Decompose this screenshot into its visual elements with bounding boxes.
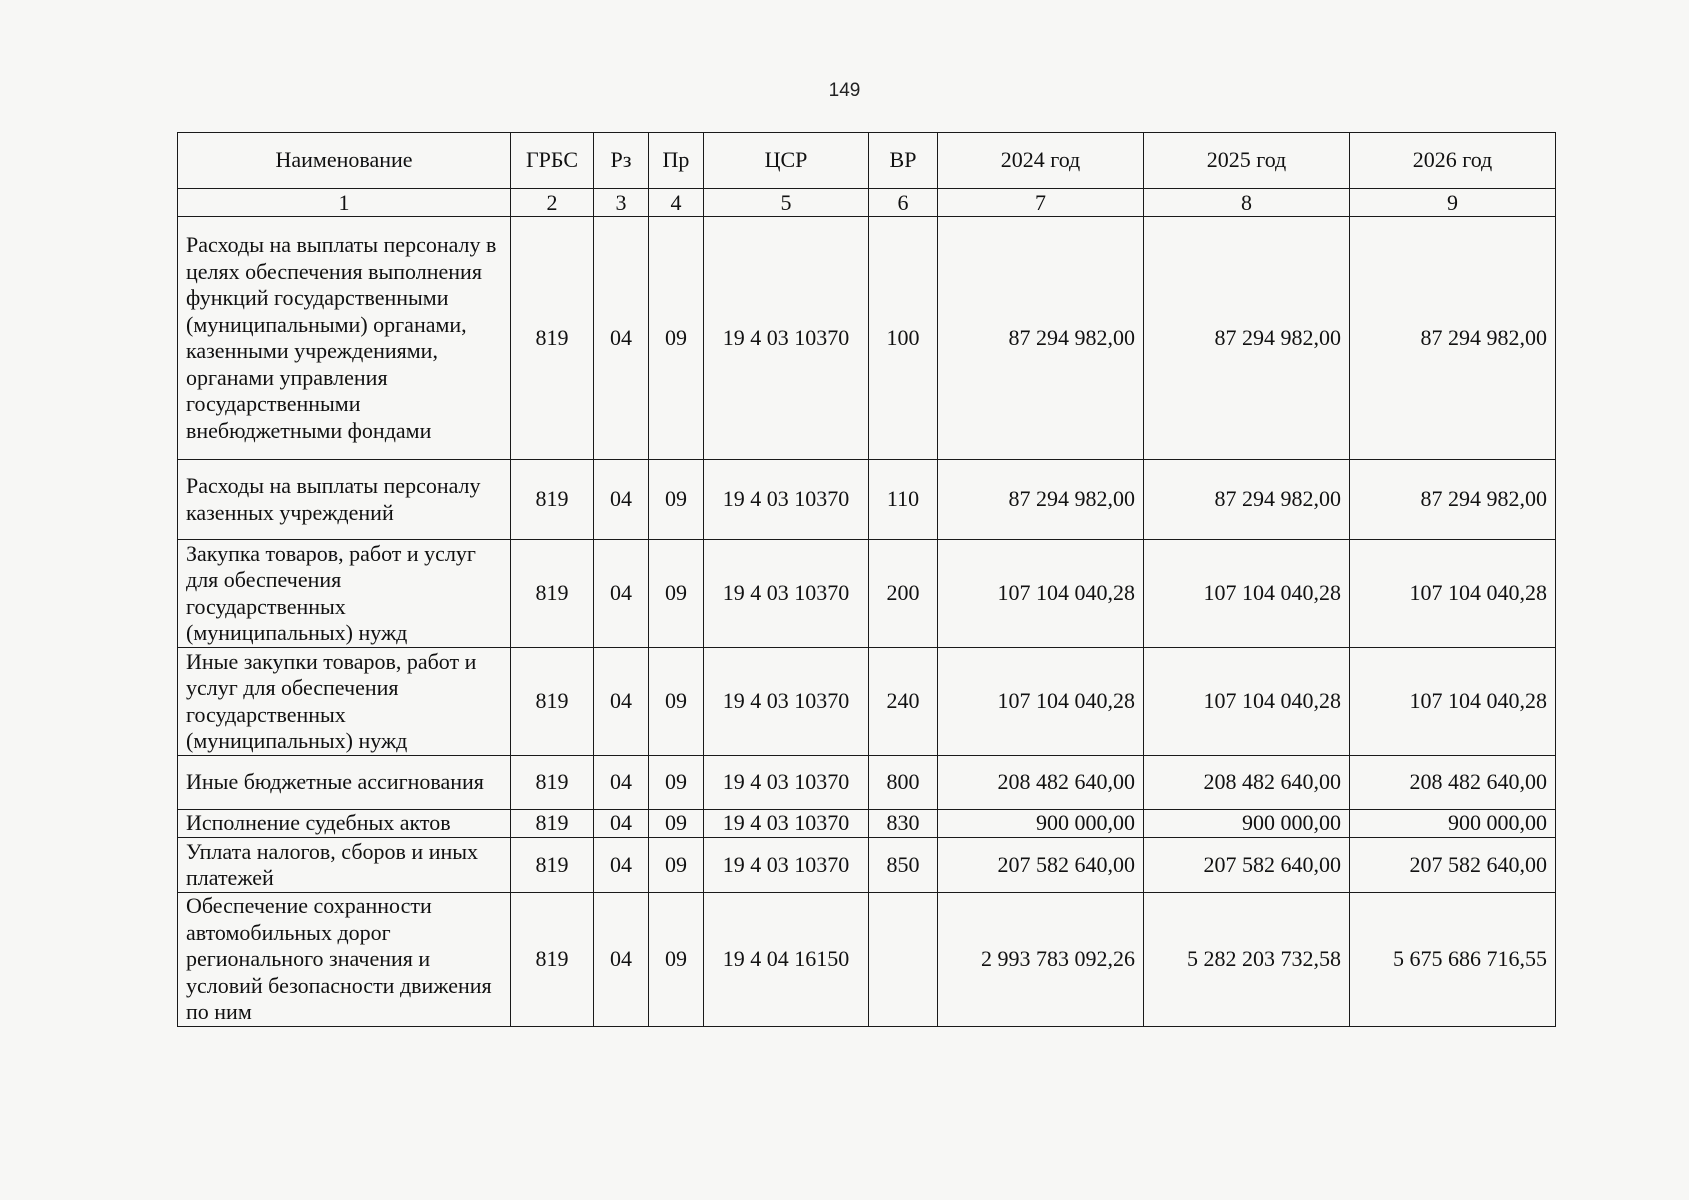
column-number-row (178, 189, 1556, 217)
row-vr: 830 (869, 810, 938, 838)
row-grbs: 819 (511, 217, 594, 460)
row-pr: 09 (649, 810, 704, 838)
header-pr: Пр (649, 133, 704, 189)
row-2024: 208 482 640,00 (938, 756, 1144, 810)
row-grbs: 819 (511, 756, 594, 810)
row-csr: 19 4 03 10370 (704, 838, 869, 893)
column-number: 7 (938, 189, 1144, 217)
row-name: Иные бюджетные ассигнования (178, 756, 511, 810)
table-header (178, 133, 1556, 217)
header-csr: ЦСР (704, 133, 869, 189)
row-grbs: 819 (511, 648, 594, 756)
table-row (178, 893, 1556, 1027)
row-2025: 900 000,00 (1144, 810, 1350, 838)
column-number: 1 (178, 189, 511, 217)
row-rz: 04 (594, 460, 649, 540)
row-2026: 87 294 982,00 (1350, 217, 1556, 460)
row-2026: 107 104 040,28 (1350, 540, 1556, 648)
row-2025: 87 294 982,00 (1144, 460, 1350, 540)
column-number: 3 (594, 189, 649, 217)
row-2025: 207 582 640,00 (1144, 838, 1350, 893)
row-2024: 2 993 783 092,26 (938, 893, 1144, 1027)
row-csr: 19 4 03 10370 (704, 810, 869, 838)
row-pr: 09 (649, 217, 704, 460)
row-2025: 87 294 982,00 (1144, 217, 1350, 460)
table-body (178, 217, 1556, 1027)
row-name: Расходы на выплаты персоналу казенных учреждений (178, 460, 511, 540)
header-row (178, 133, 1556, 189)
row-2024: 900 000,00 (938, 810, 1144, 838)
row-pr: 09 (649, 893, 704, 1027)
column-number: 8 (1144, 189, 1350, 217)
row-pr: 09 (649, 838, 704, 893)
row-vr: 850 (869, 838, 938, 893)
row-grbs: 819 (511, 540, 594, 648)
column-number: 9 (1350, 189, 1556, 217)
row-vr: 800 (869, 756, 938, 810)
row-pr: 09 (649, 648, 704, 756)
row-vr: 110 (869, 460, 938, 540)
row-csr: 19 4 03 10370 (704, 217, 869, 460)
row-csr: 19 4 03 10370 (704, 460, 869, 540)
row-grbs: 819 (511, 810, 594, 838)
column-number: 5 (704, 189, 869, 217)
budget-table (177, 132, 1556, 1027)
row-grbs: 819 (511, 893, 594, 1027)
row-2025: 107 104 040,28 (1144, 540, 1350, 648)
row-2026: 208 482 640,00 (1350, 756, 1556, 810)
row-2024: 207 582 640,00 (938, 838, 1144, 893)
row-name: Закупка товаров, работ и услуг для обеспечения государственных (муниципальных) нужд (178, 540, 511, 648)
header-rz: Рз (594, 133, 649, 189)
row-vr: 240 (869, 648, 938, 756)
row-name: Уплата налогов, сборов и иных платежей (178, 838, 511, 893)
row-pr: 09 (649, 460, 704, 540)
row-rz: 04 (594, 838, 649, 893)
row-grbs: 819 (511, 838, 594, 893)
row-2024: 107 104 040,28 (938, 648, 1144, 756)
row-name: Иные закупки товаров, работ и услуг для обеспечения государственных (муниципальных) нужд (178, 648, 511, 756)
table-row (178, 838, 1556, 893)
row-vr (869, 893, 938, 1027)
row-name: Расходы на выплаты персоналу в целях обеспечения выполнения функций государственными (муниципальными) органами, казенными учреждениями, органами управления государственными внебюджетными фондами (178, 217, 511, 460)
table-row (178, 217, 1556, 460)
row-rz: 04 (594, 217, 649, 460)
row-grbs: 819 (511, 460, 594, 540)
row-2026: 107 104 040,28 (1350, 648, 1556, 756)
row-pr: 09 (649, 540, 704, 648)
row-2025: 5 282 203 732,58 (1144, 893, 1350, 1027)
header-grbs: ГРБС (511, 133, 594, 189)
row-2025: 107 104 040,28 (1144, 648, 1350, 756)
row-vr: 200 (869, 540, 938, 648)
row-csr: 19 4 03 10370 (704, 540, 869, 648)
header-2026: 2026 год (1350, 133, 1556, 189)
header-name: Наименование (178, 133, 511, 189)
row-name: Исполнение судебных актов (178, 810, 511, 838)
row-rz: 04 (594, 810, 649, 838)
table-row (178, 540, 1556, 648)
table-row (178, 460, 1556, 540)
header-2024: 2024 год (938, 133, 1144, 189)
row-csr: 19 4 03 10370 (704, 648, 869, 756)
row-rz: 04 (594, 756, 649, 810)
row-csr: 19 4 04 16150 (704, 893, 869, 1027)
row-2026: 900 000,00 (1350, 810, 1556, 838)
table-row (178, 810, 1556, 838)
column-number: 4 (649, 189, 704, 217)
header-vr: ВР (869, 133, 938, 189)
row-2024: 87 294 982,00 (938, 217, 1144, 460)
table-row (178, 648, 1556, 756)
row-2026: 207 582 640,00 (1350, 838, 1556, 893)
row-vr: 100 (869, 217, 938, 460)
row-csr: 19 4 03 10370 (704, 756, 869, 810)
row-rz: 04 (594, 893, 649, 1027)
page-number: 149 (828, 80, 861, 101)
row-2024: 87 294 982,00 (938, 460, 1144, 540)
row-pr: 09 (649, 756, 704, 810)
row-rz: 04 (594, 540, 649, 648)
row-name: Обеспечение сохранности автомобильных дорог регионального значения и условий безопасности движения по ним (178, 893, 511, 1027)
row-rz: 04 (594, 648, 649, 756)
row-2026: 87 294 982,00 (1350, 460, 1556, 540)
row-2026: 5 675 686 716,55 (1350, 893, 1556, 1027)
table-row (178, 756, 1556, 810)
header-2025: 2025 год (1144, 133, 1350, 189)
column-number: 2 (511, 189, 594, 217)
row-2024: 107 104 040,28 (938, 540, 1144, 648)
column-number: 6 (869, 189, 938, 217)
row-2025: 208 482 640,00 (1144, 756, 1350, 810)
